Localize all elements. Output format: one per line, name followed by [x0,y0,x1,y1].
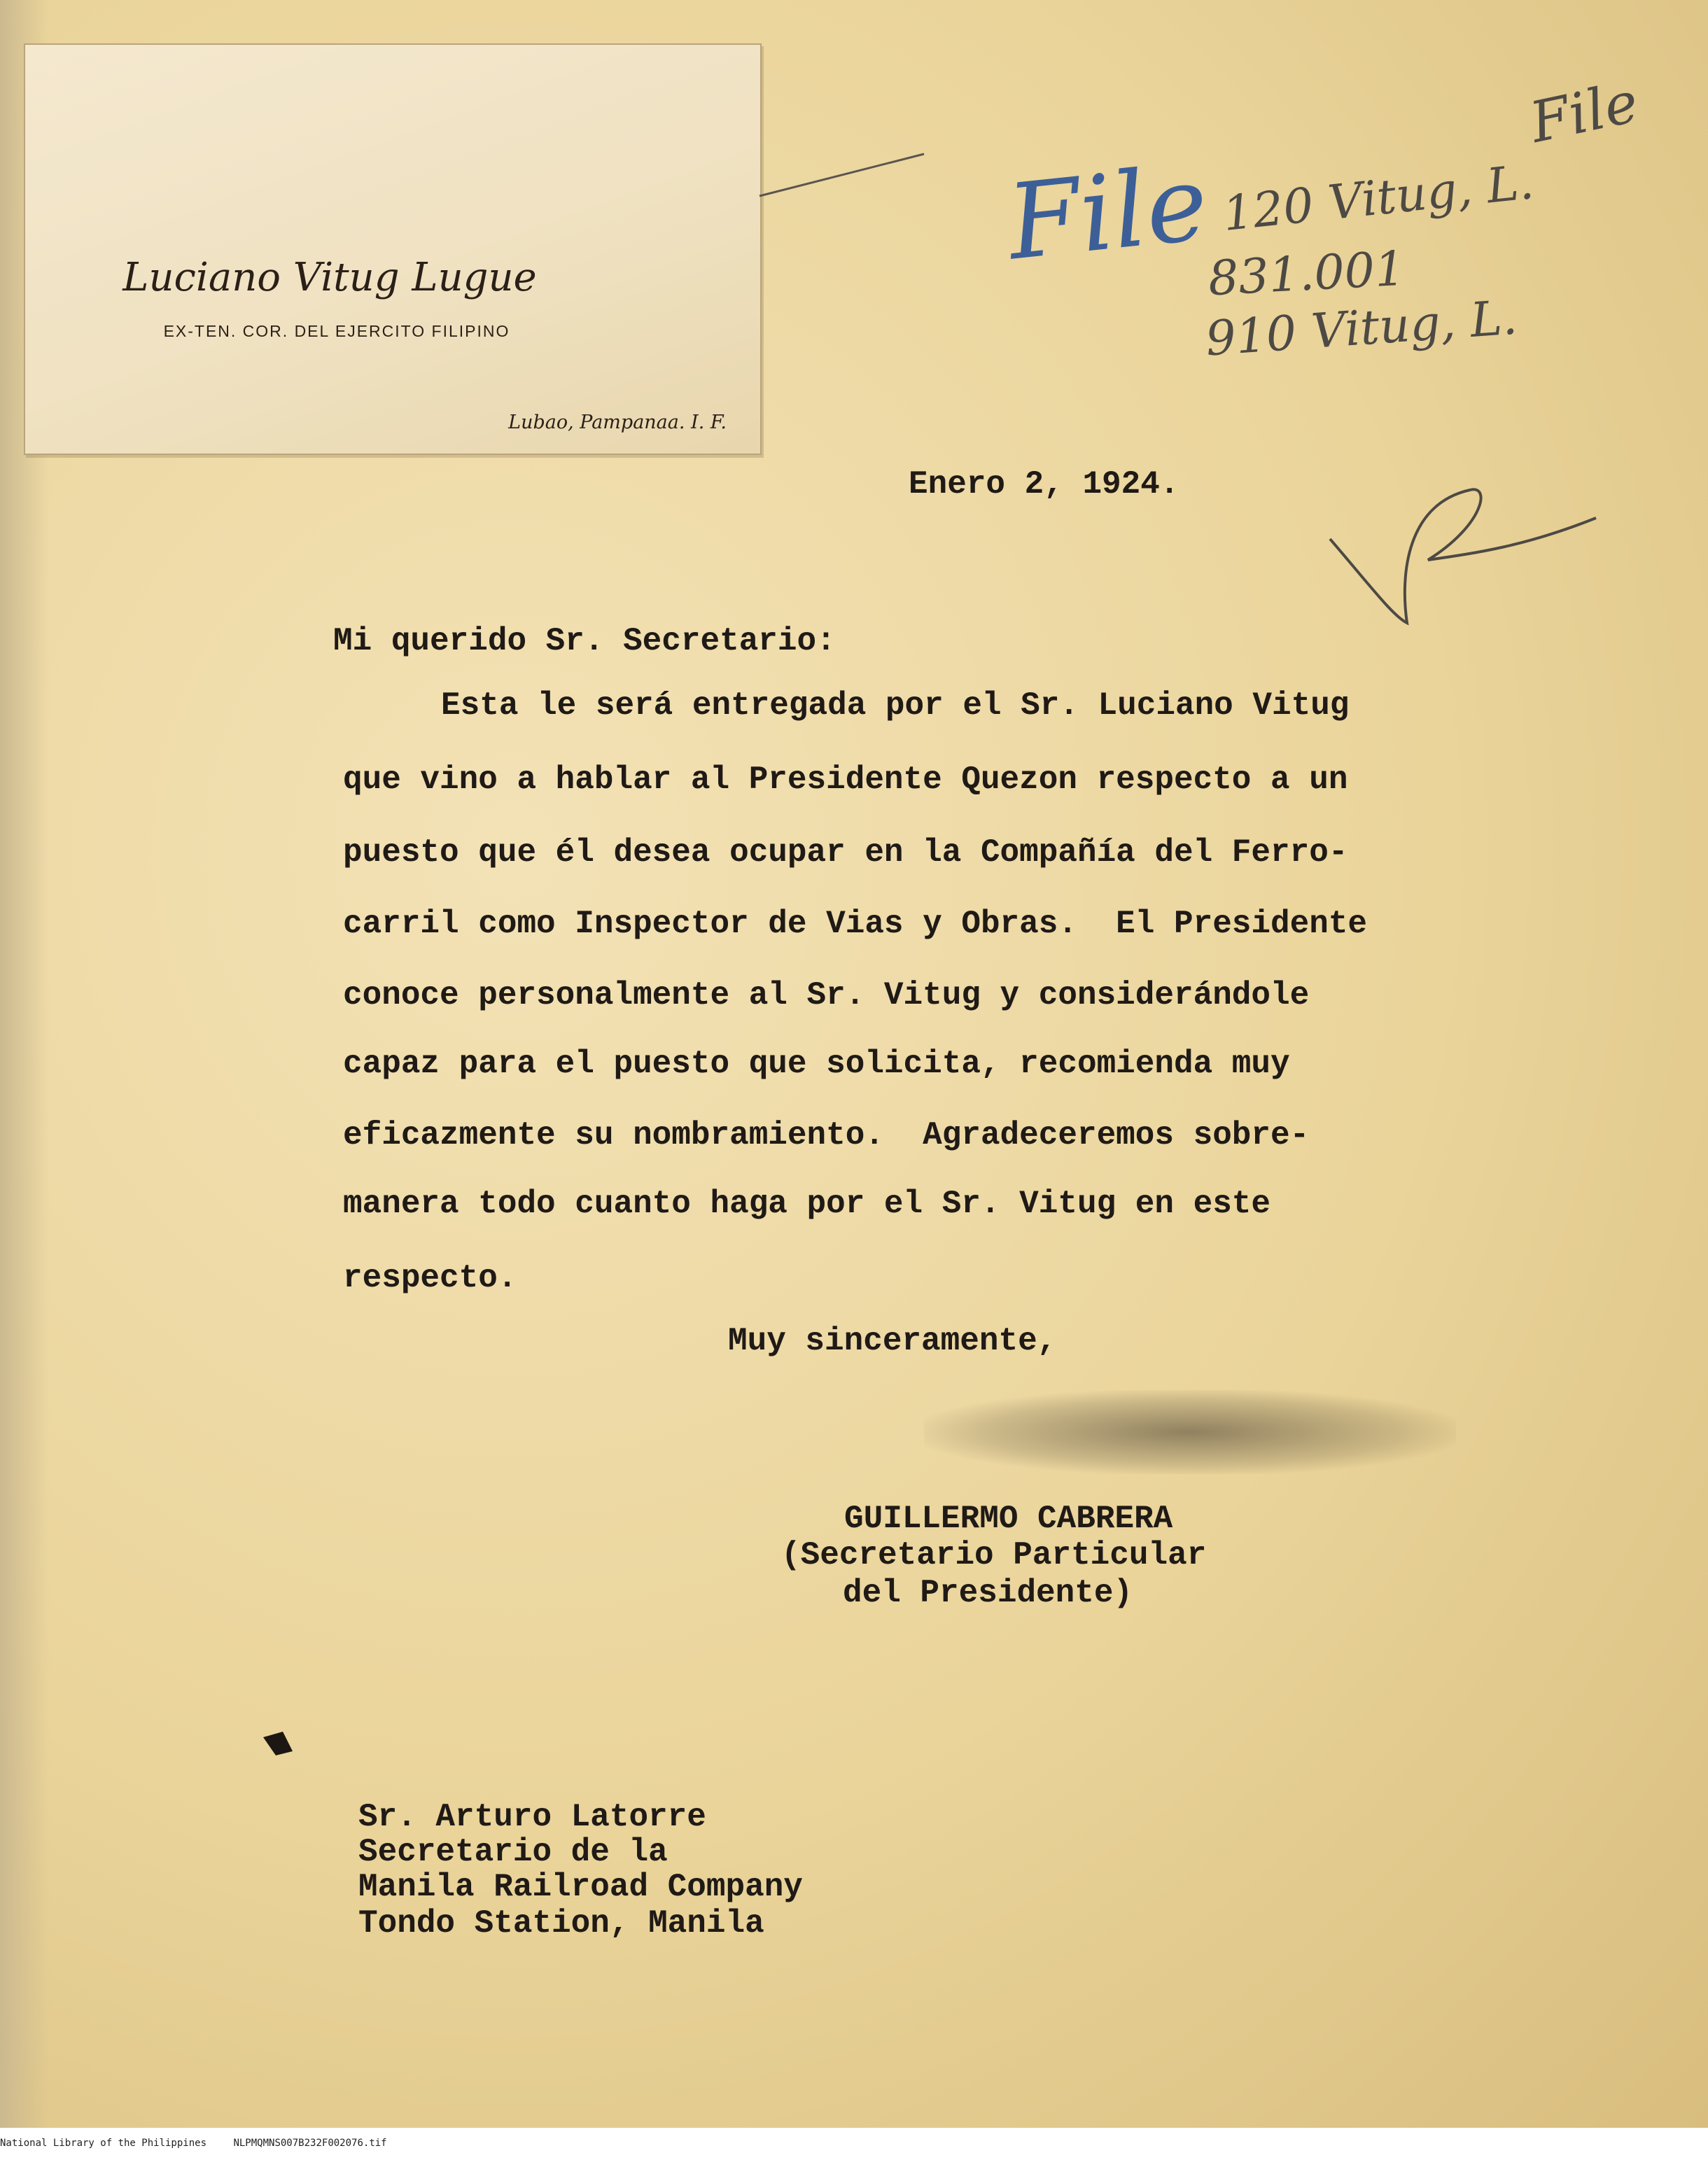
signature [924,1390,1456,1474]
file-id: NLPMQMNS007B232F002076.tif [233,2138,387,2149]
business-card [24,43,762,455]
signer-title: (Secretario Particular [781,1537,1207,1573]
body-line: puesto que él desea ocupar en la Compañía del Ferro- [343,834,1348,871]
pencil-stroke [756,147,931,210]
card-name: Luciano Vitug Lugue [122,255,537,300]
body-line: capaz para el puesto que solicita, recomienda muy [343,1046,1290,1082]
card-location: Lubao, Pampanaa. I. F. [508,412,727,433]
body-line: carril como Inspector de Vias y Obras. El Presidente [343,906,1368,942]
body-line: que vino a hablar al Presidente Quezon respecto a un [343,762,1348,798]
body-line: Esta le será entregada por el Sr. Luciano Vitug [441,687,1350,724]
pencil-annotation-3: 910 Vitug, L. [1203,290,1519,367]
pencil-check-mark [1316,476,1610,630]
letter-date: Enero 2, 1924. [909,466,1180,503]
salutation: Mi querido Sr. Secretario: [333,623,836,659]
body-line: respecto. [343,1260,517,1296]
archive-footer [0,2138,1708,2149]
recipient-line: Sr. Arturo Latorre [358,1799,706,1835]
pencil-annotation-2: 831.001 [1207,241,1407,307]
ink-blot [262,1730,297,1758]
pencil-annotation-corner: File [1525,69,1644,155]
closing: Muy sinceramente, [728,1323,1057,1359]
pencil-annotation-1: 120 Vitug, L. [1220,154,1536,243]
body-line: manera todo cuanto haga por el Sr. Vitug en este [343,1186,1271,1222]
recipient-line: Secretario de la [358,1834,668,1870]
signer-title: del Presidente) [843,1575,1133,1611]
recipient-line: Tondo Station, Manila [358,1905,764,1942]
signer-name: GUILLERMO CABRERA [844,1501,1173,1537]
body-line: eficazmente su nombramiento. Agradeceremos sobre- [343,1117,1310,1153]
recipient-line: Manila Railroad Company [358,1869,803,1905]
file-annotation-blue: File [1002,142,1214,283]
body-line: conoce personalmente al Sr. Vitug y considerándole [343,977,1310,1014]
library-label: National Library of the Philippines [0,2138,207,2149]
card-title: EX-TEN. COR. DEL EJERCITO FILIPINO [163,322,510,340]
